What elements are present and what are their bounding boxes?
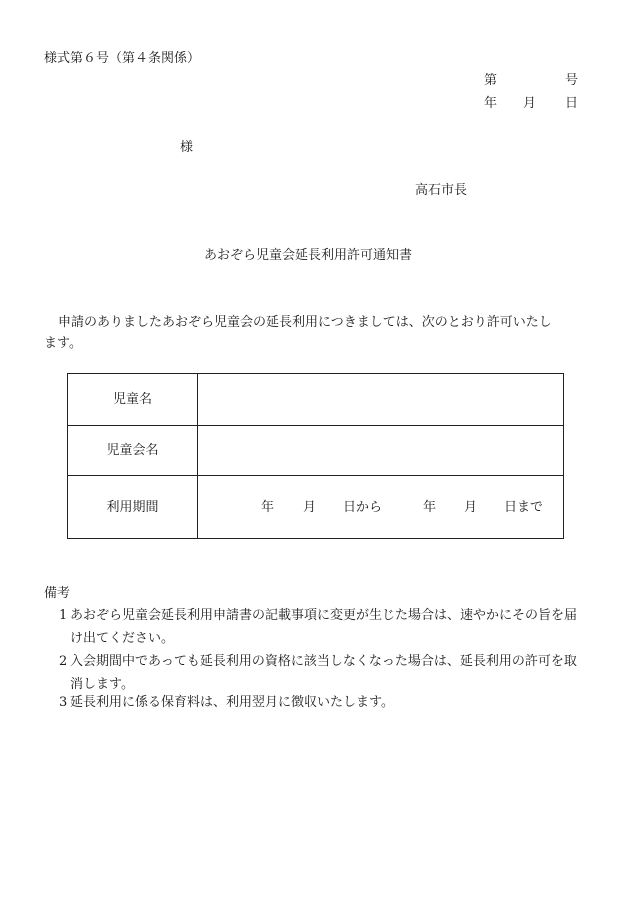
remark-text-2: 入会期間中であっても延長利用の資格に該当しなくなった場合は、延長利用の許可を取消します。 xyxy=(70,654,577,692)
permit-table xyxy=(67,373,564,539)
body-line-2: ます。 xyxy=(44,336,82,351)
period-end-day: 日まで xyxy=(504,500,544,515)
issuer-name: 高石市長 xyxy=(415,183,468,198)
remark-number-1: 1 xyxy=(59,608,68,623)
table-row-period xyxy=(68,476,563,538)
remark-text-3: 延長利用に係る保育料は、利用翌月に徴収いたします。 xyxy=(70,695,394,710)
date-month: 月 xyxy=(523,96,537,111)
club-name-label: 児童会名 xyxy=(68,426,198,475)
date-day: 日 xyxy=(565,96,579,111)
remark-text-1: あおぞら児童会延長利用申請書の記載事項に変更が生じた場合は、速やかにその旨を届け出てください。 xyxy=(70,608,578,646)
period-start-year: 年 xyxy=(261,500,275,515)
document-title: あおぞら児童会延長利用許可通知書 xyxy=(204,248,413,263)
period-label: 利用期間 xyxy=(68,476,198,538)
remarks-heading: 備考 xyxy=(44,586,71,601)
period-start-day: 日から xyxy=(343,500,383,515)
addressee-honorific: 様 xyxy=(180,140,194,155)
form-number: 様式第６号（第４条関係） xyxy=(44,51,201,66)
doc-number-prefix: 第 xyxy=(484,73,498,88)
table-row-club-name xyxy=(68,426,563,476)
period-end-year: 年 xyxy=(423,500,437,515)
child-name-label: 児童名 xyxy=(68,374,198,425)
period-start-month: 月 xyxy=(303,500,317,515)
table-row-child-name xyxy=(68,374,563,426)
period-end-month: 月 xyxy=(464,500,478,515)
remark-number-3: 3 xyxy=(59,695,68,710)
doc-number-suffix: 号 xyxy=(565,73,579,88)
body-line-1: 申請のありましたあおぞら児童会の延長利用につきましては、次のとおり許可いたし xyxy=(58,315,552,330)
date-year: 年 xyxy=(484,96,498,111)
remark-number-2: 2 xyxy=(59,654,68,669)
